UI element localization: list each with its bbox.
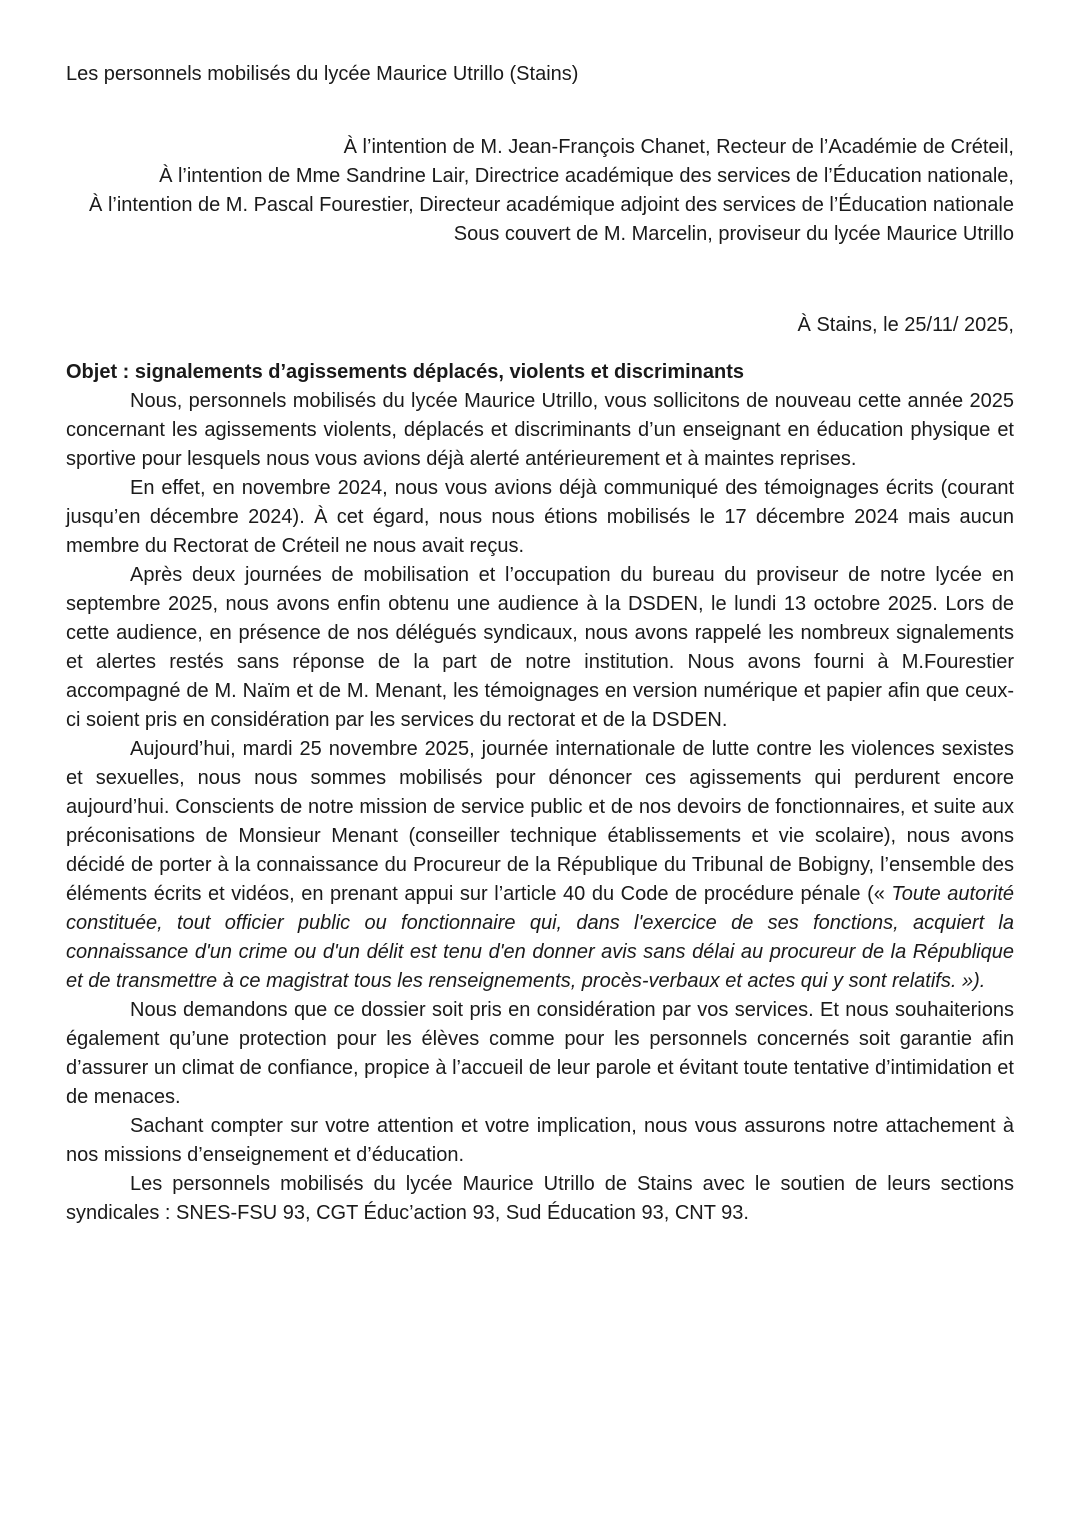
dateline: À Stains, le 25/11/ 2025, xyxy=(797,314,1014,336)
recipient-line-recteur: À l’intention de M. Jean-François Chanet, Recteur de l’Académie de Créteil, xyxy=(343,136,1014,158)
paragraph-article-40 xyxy=(66,735,1014,996)
paragraph-demande-protection: Nous demandons que ce dossier soit pris en considération par vos services. Et nous souhaiterions également qu’une protection pour les élèves comme pour les personnels concernés soit garantie afin d’assurer un climat de confiance, propice à l’accueil de leur parole et évitant toute tentative d’intimidation et de menaces. xyxy=(66,999,1014,1108)
paragraph-signature: Les personnels mobilisés du lycée Maurice Utrillo de Stains avec le soutien de leurs sections syndicales : SNES-FSU 93, CGT Éduc’action 93, Sud Éducation 93, CNT 93. xyxy=(66,1173,1014,1224)
paragraph-intro: Nous, personnels mobilisés du lycée Maurice Utrillo, vous sollicitons de nouveau cette année 2025 concernant les agissements violents, déplacés et discriminants d’un enseignant en éducation physique et sportive pour lesquels nous vous avions déjà alerté antérieurement et à maintes reprises. xyxy=(66,390,1014,470)
paragraph-article-40-text: Aujourd’hui, mardi 25 novembre 2025, journée internationale de lutte contre les violences sexistes et sexuelles, nous nous sommes mobilisés pour dénoncer ces agissements qui perdurent encore aujourd’hui. Conscients de notre mission de service public et de nos devoirs de fonctionnaires, et suite aux préconisations de Monsieur Menant (conseiller technique établissements et vie scolaire), nous avons décidé de porter à la connaissance du Procureur de la République du Tribunal de Bobigny, l’ensemble des éléments écrits et vidéos, en prenant appui sur l’article 40 du Code de procédure pénale (« xyxy=(66,738,1014,905)
recipient-block xyxy=(66,133,1014,249)
recipient-line-sous-couvert: Sous couvert de M. Marcelin, proviseur du lycée Maurice Utrillo xyxy=(453,223,1014,245)
subject-line: Objet : signalements d’agissements déplacés, violents et discriminants xyxy=(66,361,744,383)
paragraph-temoignages-2024: En effet, en novembre 2024, nous vous avions déjà communiqué des témoignages écrits (courant jusqu’en décembre 2024). À cet égard, nous nous étions mobilisés le 17 décembre 2024 mais aucun membre du Rectorat de Créteil ne nous avait reçus. xyxy=(66,477,1014,557)
paragraph-audience-dsden: Après deux journées de mobilisation et l’occupation du bureau du proviseur de notre lycée en septembre 2025, nous avons enfin obtenu une audience à la DSDEN, le lundi 13 octobre 2025. Lors de cette audience, en présence de nos délégués syndicaux, nous avons rappelé les nombreux signalements et alertes restés sans réponse de la part de notre institution. Nous avons fourni à M.Fourestier accompagné de M. Naïm et de M. Menant, les témoignages en version numérique et papier afin que ceux-ci soient pris en considération par les services du rectorat et de la DSDEN. xyxy=(66,564,1014,731)
paragraph-formule-politesse: Sachant compter sur votre attention et votre implication, nous vous assurons notre attachement à nos missions d’enseignement et d’éducation. xyxy=(66,1115,1014,1166)
recipient-line-directeur-adjoint: À l’intention de M. Pascal Fourestier, Directeur académique adjoint des services de l’Éducation nationale xyxy=(89,194,1014,216)
sender-line: Les personnels mobilisés du lycée Maurice Utrillo (Stains) xyxy=(66,63,579,85)
recipient-line-directrice-academique: À l’intention de Mme Sandrine Lair, Directrice académique des services de l’Éducation nationale, xyxy=(159,165,1014,187)
legal-quote-article-40: Toute autorité constituée, tout officier public ou fonctionnaire qui, dans l'exercice de ses fonctions, acquiert la connaissance d'un crime ou d'un délit est tenu d'en donner avis sans délai au procureur de la République et de transmettre à ce magistrat tous les renseignements, procès-verbaux et actes qui y sont relatifs. »). xyxy=(66,883,1014,992)
